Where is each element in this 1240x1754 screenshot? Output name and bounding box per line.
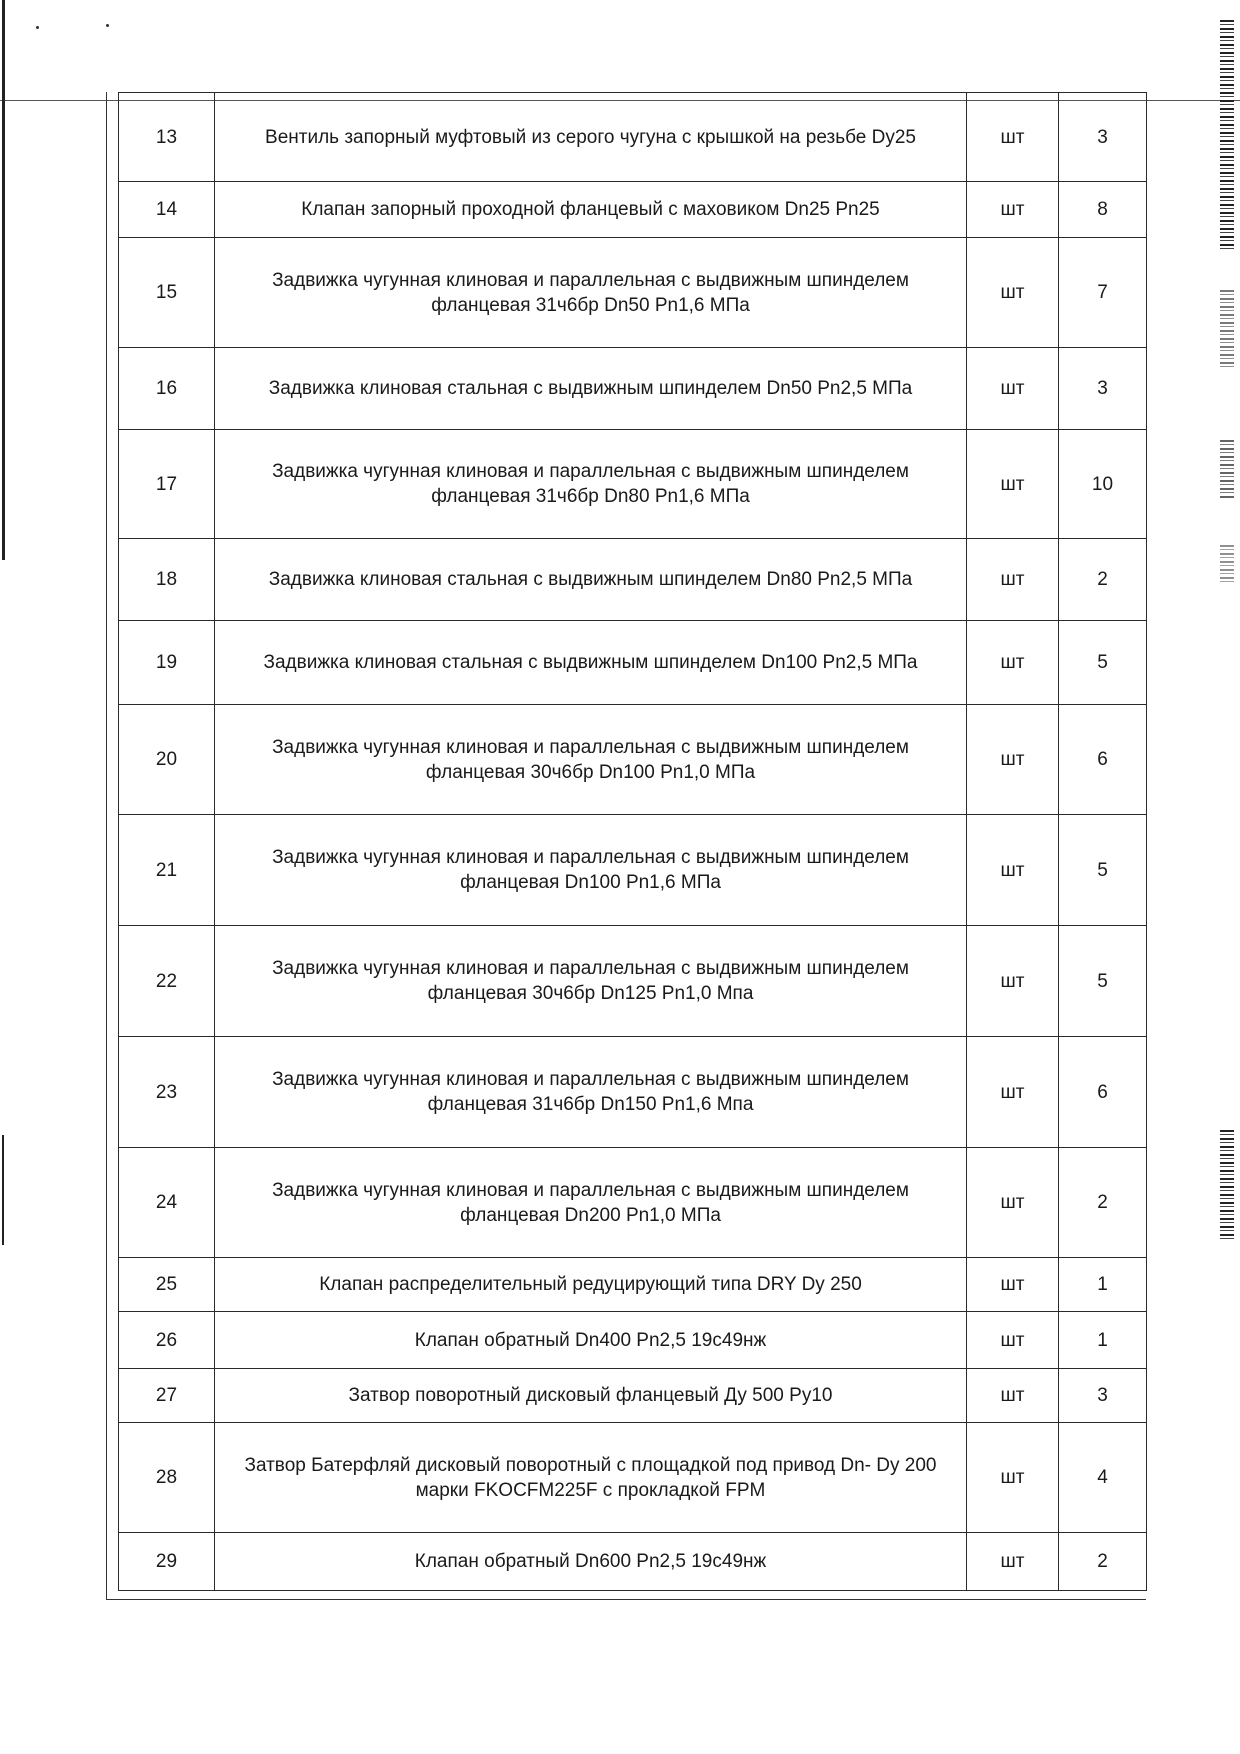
item-name: Клапан запорный проходной фланцевый с маховиком Dn25 Pn25 xyxy=(215,182,967,238)
row-number: 20 xyxy=(119,705,215,815)
item-name: Задвижка чугунная клиновая и параллельная с выдвижным шпинделем фланцевая Dn200 Pn1,0 МПа xyxy=(215,1148,967,1258)
table-row xyxy=(119,539,1147,621)
quantity: 6 xyxy=(1059,1037,1147,1148)
quantity: 8 xyxy=(1059,182,1147,238)
scan-right-strip xyxy=(1220,290,1234,370)
row-number: 15 xyxy=(119,238,215,348)
table-row xyxy=(119,926,1147,1037)
quantity: 2 xyxy=(1059,1533,1147,1591)
row-number: 25 xyxy=(119,1258,215,1312)
unit: шт xyxy=(967,1312,1059,1369)
table-row xyxy=(119,238,1147,348)
item-name: Вентиль запорный муфтовый из серого чугуна с крышкой на резьбе Dy25 xyxy=(215,93,967,182)
item-name: Задвижка клиновая стальная с выдвижным шпинделем Dn50 Pn2,5 МПа xyxy=(215,348,967,430)
unit: шт xyxy=(967,539,1059,621)
unit: шт xyxy=(967,1148,1059,1258)
quantity: 10 xyxy=(1059,430,1147,539)
item-name: Задвижка чугунная клиновая и параллельная с выдвижным шпинделем фланцевая 30ч6бр Dn100 Pn1,0 МПа xyxy=(215,705,967,815)
scan-left-edge-lower xyxy=(2,1135,4,1245)
table-row xyxy=(119,182,1147,238)
row-number: 21 xyxy=(119,815,215,926)
unit: шт xyxy=(967,621,1059,705)
unit: шт xyxy=(967,1258,1059,1312)
scan-speck xyxy=(36,26,39,29)
row-number: 19 xyxy=(119,621,215,705)
row-number: 14 xyxy=(119,182,215,238)
row-number: 13 xyxy=(119,93,215,182)
scan-right-strip xyxy=(1220,440,1234,500)
item-name: Задвижка чугунная клиновая и параллельная с выдвижным шпинделем фланцевая 31ч6бр Dn150 Pn1,6 Мпа xyxy=(215,1037,967,1148)
table-row xyxy=(119,430,1147,539)
table-row xyxy=(119,1423,1147,1533)
row-number: 29 xyxy=(119,1533,215,1591)
unit: шт xyxy=(967,182,1059,238)
table-row xyxy=(119,621,1147,705)
row-number: 23 xyxy=(119,1037,215,1148)
quantity: 5 xyxy=(1059,815,1147,926)
table-row xyxy=(119,815,1147,926)
unit: шт xyxy=(967,1423,1059,1533)
item-name: Задвижка чугунная клиновая и параллельная с выдвижным шпинделем фланцевая 30ч6бр Dn125 Pn1,0 Мпа xyxy=(215,926,967,1037)
row-number: 26 xyxy=(119,1312,215,1369)
unit: шт xyxy=(967,815,1059,926)
row-number: 18 xyxy=(119,539,215,621)
table-row xyxy=(119,705,1147,815)
scan-speck xyxy=(106,24,109,27)
row-number: 22 xyxy=(119,926,215,1037)
item-name: Клапан распределительный редуцирующий типа DRY Dy 250 xyxy=(215,1258,967,1312)
item-name: Задвижка чугунная клиновая и параллельная с выдвижным шпинделем фланцевая 31ч6бр Dn50 Pn1,6 МПа xyxy=(215,238,967,348)
row-number: 24 xyxy=(119,1148,215,1258)
item-name: Затвор поворотный дисковый фланцевый Ду 500 Ру10 xyxy=(215,1369,967,1423)
item-name: Задвижка чугунная клиновая и параллельная с выдвижным шпинделем фланцевая Dn100 Pn1,6 МПа xyxy=(215,815,967,926)
table-row xyxy=(119,1258,1147,1312)
quantity: 3 xyxy=(1059,93,1147,182)
table-row xyxy=(119,93,1147,182)
quantity: 1 xyxy=(1059,1312,1147,1369)
table-row xyxy=(119,1148,1147,1258)
table-row xyxy=(119,1533,1147,1591)
table-row xyxy=(119,1037,1147,1148)
quantity: 4 xyxy=(1059,1423,1147,1533)
row-number: 16 xyxy=(119,348,215,430)
item-name: Задвижка клиновая стальная с выдвижным шпинделем Dn80 Pn2,5 МПа xyxy=(215,539,967,621)
unit: шт xyxy=(967,238,1059,348)
scan-right-strip xyxy=(1220,1130,1234,1240)
unit: шт xyxy=(967,430,1059,539)
item-name: Клапан обратный Dn600 Pn2,5 19с49нж xyxy=(215,1533,967,1591)
row-number: 17 xyxy=(119,430,215,539)
quantity: 3 xyxy=(1059,1369,1147,1423)
table-row xyxy=(119,1312,1147,1369)
item-name: Задвижка чугунная клиновая и параллельная с выдвижным шпинделем фланцевая 31ч6бр Dn80 Pn1,6 МПа xyxy=(215,430,967,539)
unit: шт xyxy=(967,705,1059,815)
table-row xyxy=(119,348,1147,430)
item-name: Задвижка клиновая стальная с выдвижным шпинделем Dn100 Pn2,5 МПа xyxy=(215,621,967,705)
scan-right-strip xyxy=(1220,545,1234,585)
row-number: 27 xyxy=(119,1369,215,1423)
scan-left-edge xyxy=(2,0,5,560)
unit: шт xyxy=(967,1369,1059,1423)
scan-right-strip xyxy=(1220,20,1234,250)
quantity: 5 xyxy=(1059,926,1147,1037)
quantity: 6 xyxy=(1059,705,1147,815)
table-row xyxy=(119,1369,1147,1423)
quantity: 2 xyxy=(1059,539,1147,621)
equipment-table xyxy=(118,92,1147,1591)
quantity: 2 xyxy=(1059,1148,1147,1258)
quantity: 5 xyxy=(1059,621,1147,705)
unit: шт xyxy=(967,1037,1059,1148)
quantity: 7 xyxy=(1059,238,1147,348)
row-number: 28 xyxy=(119,1423,215,1533)
unit: шт xyxy=(967,93,1059,182)
unit: шт xyxy=(967,926,1059,1037)
unit: шт xyxy=(967,348,1059,430)
item-name: Клапан обратный Dn400 Pn2,5 19с49нж xyxy=(215,1312,967,1369)
quantity: 1 xyxy=(1059,1258,1147,1312)
unit: шт xyxy=(967,1533,1059,1591)
item-name: Затвор Батерфляй дисковый поворотный с площадкой под привод Dn- Dy 200 марки FKOCFM225F с прокладкой FPM xyxy=(215,1423,967,1533)
quantity: 3 xyxy=(1059,348,1147,430)
